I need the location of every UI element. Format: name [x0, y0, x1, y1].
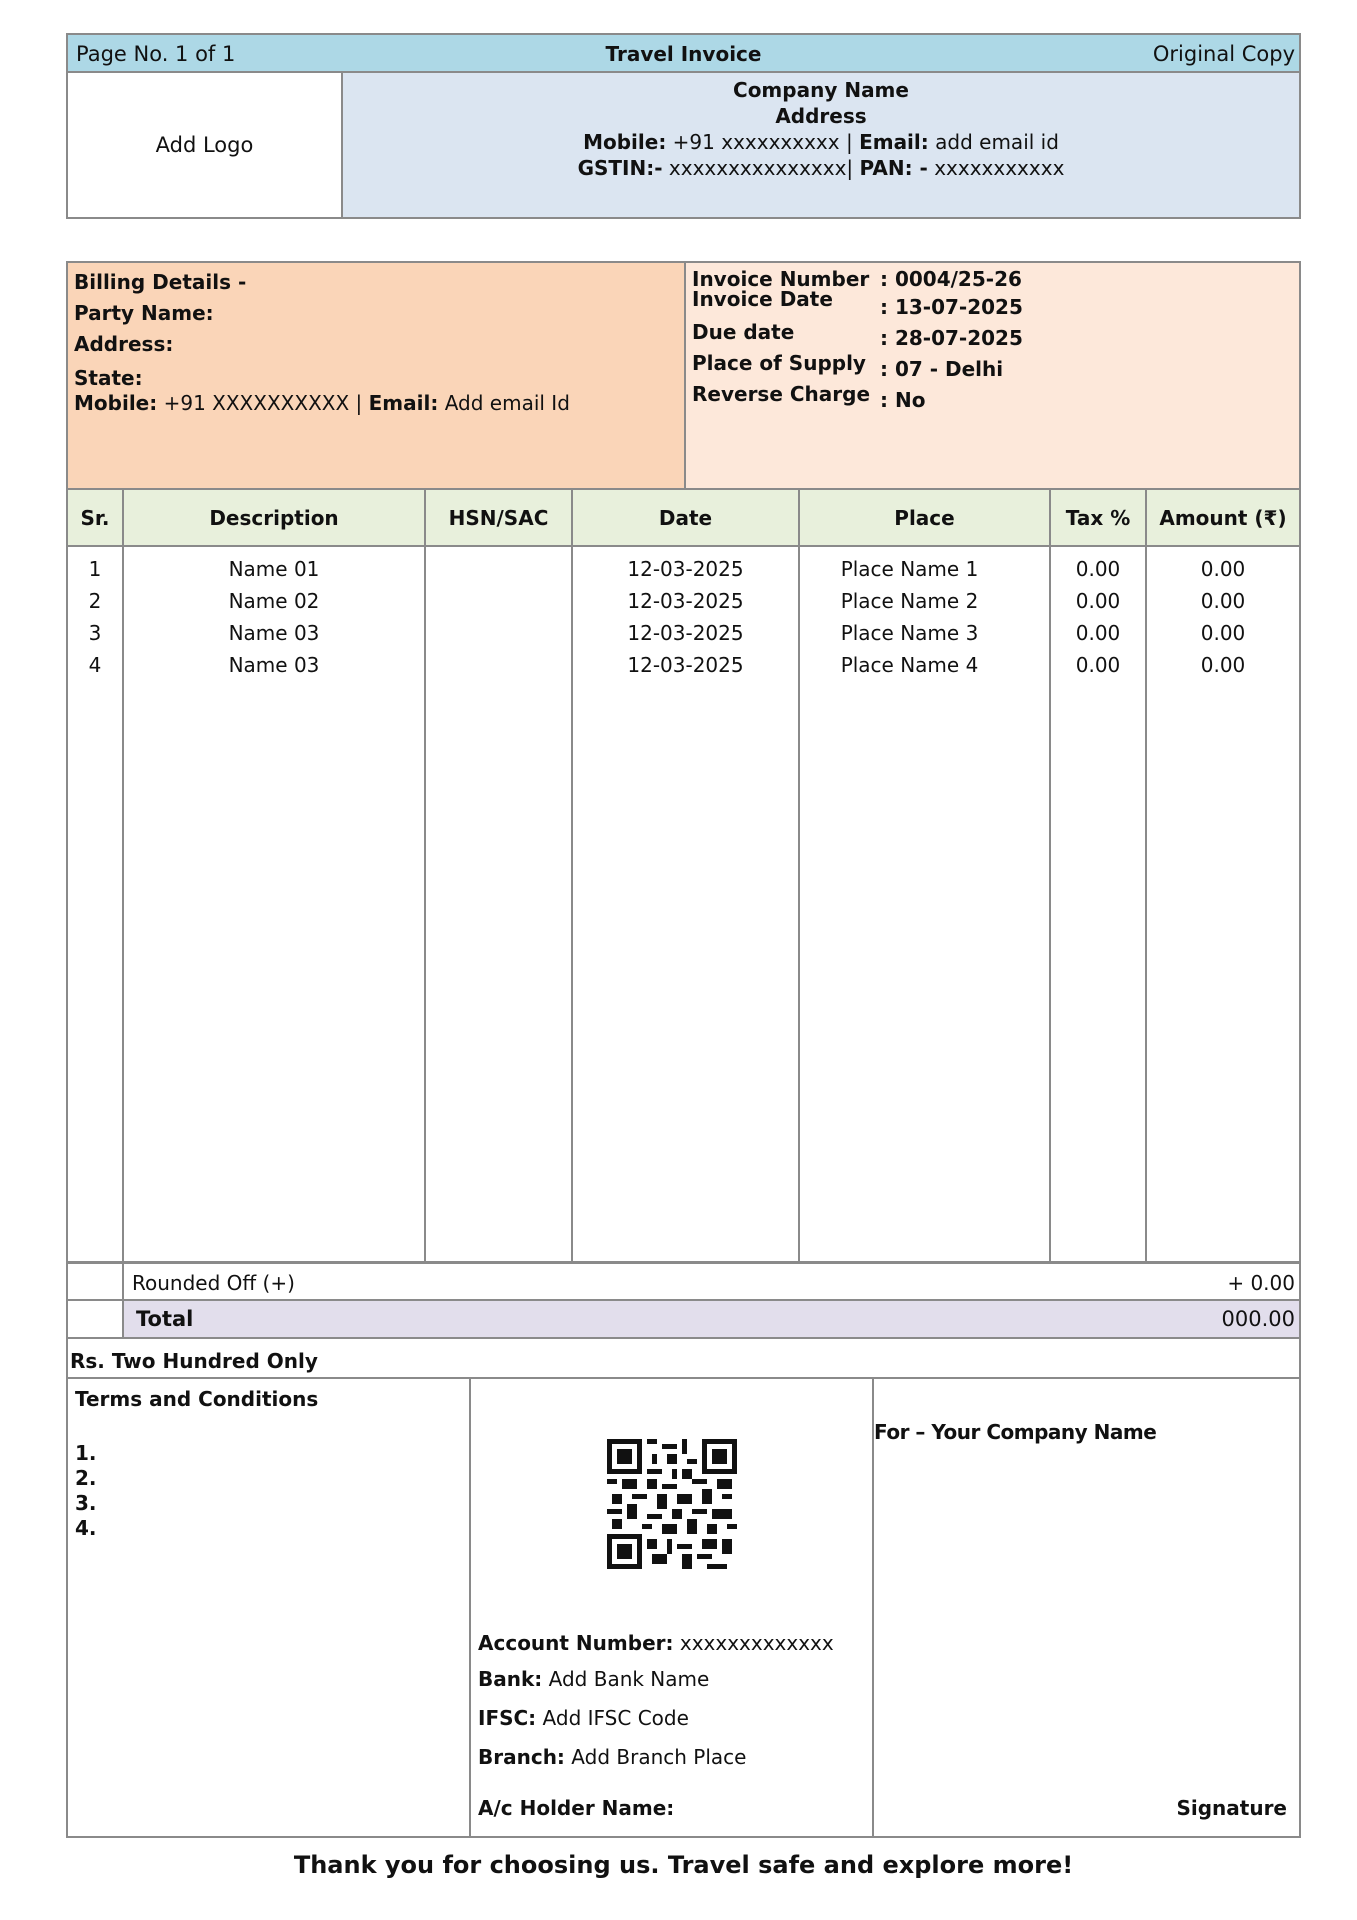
table-row-tax: 0.00: [1075, 621, 1121, 645]
company-block: [341, 71, 1301, 219]
col-hsn: [426, 490, 573, 1261]
table-row-date: 12-03-2025: [627, 589, 744, 613]
table-row-amount: 0.00: [1200, 589, 1246, 613]
billing-email: Add email Id: [444, 391, 570, 415]
signature-label: Signature: [1176, 1796, 1287, 1820]
mobile-label: Mobile:: [583, 130, 667, 154]
col-sr: [68, 490, 124, 1261]
reverse-charge-label: Reverse Charge: [692, 382, 871, 406]
table-row-hsn: [426, 585, 571, 617]
terms-heading: Terms and Conditions: [75, 1387, 319, 1411]
col-description: [124, 490, 426, 1261]
table-row-amount: 0.00: [1200, 621, 1246, 645]
description-cells: [124, 553, 424, 681]
col-place: [800, 490, 1051, 1261]
table-row-hsn: [426, 649, 571, 681]
date-cells: [573, 553, 798, 681]
branch-line: [478, 1745, 746, 1769]
table-row-tax: 0.00: [1075, 589, 1121, 613]
header-date: Date: [573, 490, 798, 547]
logo-text: Add Logo: [155, 133, 254, 157]
rounded-off-row: [66, 1262, 1301, 1301]
table-row-description: Name 03: [228, 653, 320, 677]
account-number: xxxxxxxxxxxxx: [679, 1631, 834, 1655]
header-description: Description: [124, 490, 424, 547]
terms-item: 1.: [75, 1441, 97, 1465]
billing-details: [66, 261, 686, 489]
table-row-sr: 2: [88, 589, 102, 613]
table-row-place: Place Name 1: [840, 557, 979, 581]
col-tax: [1051, 490, 1147, 1261]
qr-code-icon: [607, 1439, 737, 1569]
page-number: Page No. 1 of 1: [76, 42, 236, 66]
header-place: Place: [800, 490, 1049, 547]
billing-mobile: +91 XXXXXXXXXX |: [163, 391, 363, 415]
sr-cells: [68, 553, 122, 681]
rounded-off-value: + 0.00: [1227, 1271, 1295, 1295]
invoice-number-value: : 0004/25-26: [880, 267, 1022, 291]
company-gstin: xxxxxxxxxxxxxxx|: [668, 156, 854, 180]
table-row-description: Name 03: [228, 621, 320, 645]
billing-heading: Billing Details -: [74, 270, 247, 294]
items-table: [66, 488, 1301, 1263]
place-of-supply-value: : 07 - Delhi: [880, 357, 1004, 381]
total-value: 000.00: [1221, 1307, 1295, 1331]
header-sr: Sr.: [68, 490, 122, 547]
ifsc-label: IFSC:: [478, 1706, 537, 1730]
logo-placeholder: [66, 71, 343, 219]
terms-and-conditions: [66, 1377, 471, 1838]
header-bar: [66, 33, 1301, 73]
place-of-supply-label: Place of Supply: [692, 351, 866, 375]
company-name: Company Name: [733, 78, 909, 102]
company-pan: xxxxxxxxxxx: [934, 156, 1065, 180]
table-row-sr: 3: [88, 621, 102, 645]
company-contact: [343, 129, 1299, 155]
reverse-charge-row: [692, 382, 1299, 416]
col-amount: [1147, 490, 1299, 1261]
table-row-sr: 4: [88, 653, 102, 677]
rounded-off-label: Rounded Off (+): [132, 1271, 295, 1295]
bank-name-line: [478, 1667, 709, 1691]
billing-contact: [74, 391, 684, 415]
table-row-date: 12-03-2025: [627, 621, 744, 645]
invoice-date-value: : 13-07-2025: [880, 295, 1023, 319]
company-address: Address: [775, 104, 867, 128]
table-row-place: Place Name 3: [840, 621, 979, 645]
address-label: Address:: [74, 332, 174, 356]
email-label: Email:: [859, 130, 929, 154]
col-date: [573, 490, 800, 1261]
table-row-tax: 0.00: [1075, 653, 1121, 677]
invoice-title: Travel Invoice: [605, 42, 762, 66]
table-row-date: 12-03-2025: [627, 653, 744, 677]
tax-cells: [1051, 553, 1145, 681]
gstin-label: GSTIN:-: [577, 156, 663, 180]
table-row-amount: 0.00: [1200, 653, 1246, 677]
table-row-hsn: [426, 617, 571, 649]
pan-label: PAN: -: [859, 156, 928, 180]
hsn-cells: [426, 553, 571, 681]
table-row-sr: 1: [88, 557, 102, 581]
terms-item: 3.: [75, 1491, 97, 1515]
rounded-gutter: [68, 1264, 124, 1299]
table-row-hsn: [426, 553, 571, 585]
table-row-date: 12-03-2025: [627, 557, 744, 581]
signature-block: [872, 1377, 1301, 1838]
header-amount: Amount (₹): [1147, 490, 1299, 547]
bank-name: Add Bank Name: [548, 1667, 710, 1691]
total-label: Total: [136, 1307, 194, 1331]
state-label: State:: [74, 366, 143, 390]
account-holder-label: A/c Holder Name:: [478, 1796, 675, 1820]
bank-name-label: Bank:: [478, 1667, 543, 1691]
invoice-info: [684, 261, 1301, 489]
terms-item: 4.: [75, 1516, 97, 1540]
header-hsn: HSN/SAC: [426, 490, 571, 547]
header-tax: Tax %: [1051, 490, 1145, 547]
account-number-line: [478, 1631, 834, 1655]
party-name-label: Party Name:: [74, 301, 214, 325]
invoice-date-label: Invoice Date: [692, 287, 833, 311]
branch-label: Branch:: [478, 1745, 565, 1769]
total-fill: [124, 1301, 1299, 1337]
copy-label: Original Copy: [1152, 42, 1295, 66]
ifsc-code: Add IFSC Code: [542, 1706, 689, 1730]
table-row-description: Name 02: [228, 589, 320, 613]
total-gutter: [68, 1301, 124, 1337]
bank-details: [469, 1377, 874, 1838]
company-tax-ids: [343, 155, 1299, 181]
table-row-place: Place Name 4: [840, 653, 979, 677]
amount-in-words: Rs. Two Hundred Only: [66, 1337, 1301, 1379]
reverse-charge-value: : No: [880, 388, 926, 412]
due-date-value: : 28-07-2025: [880, 326, 1023, 350]
billing-mobile-label: Mobile:: [74, 391, 158, 415]
total-row: [66, 1299, 1301, 1339]
company-mobile: +91 xxxxxxxxxx |: [672, 130, 853, 154]
due-date-label: Due date: [692, 320, 795, 344]
terms-list: [75, 1441, 469, 1541]
table-row-description: Name 01: [228, 557, 320, 581]
table-row-tax: 0.00: [1075, 557, 1121, 581]
for-company-name: For – Your Company Name: [874, 1420, 1157, 1444]
branch-place: Add Branch Place: [571, 1745, 747, 1769]
place-cells: [800, 553, 1049, 681]
ifsc-line: [478, 1706, 689, 1730]
account-number-label: Account Number:: [478, 1631, 674, 1655]
table-row-amount: 0.00: [1200, 557, 1246, 581]
table-row-place: Place Name 2: [840, 589, 979, 613]
billing-email-label: Email:: [368, 391, 439, 415]
thank-you-message: Thank you for choosing us. Travel safe and explore more!: [293, 1851, 1074, 1879]
company-email: add email id: [935, 130, 1059, 154]
terms-item: 2.: [75, 1466, 97, 1490]
amount-cells: [1147, 553, 1299, 681]
invoice-number-label: Invoice Number: [692, 267, 870, 291]
